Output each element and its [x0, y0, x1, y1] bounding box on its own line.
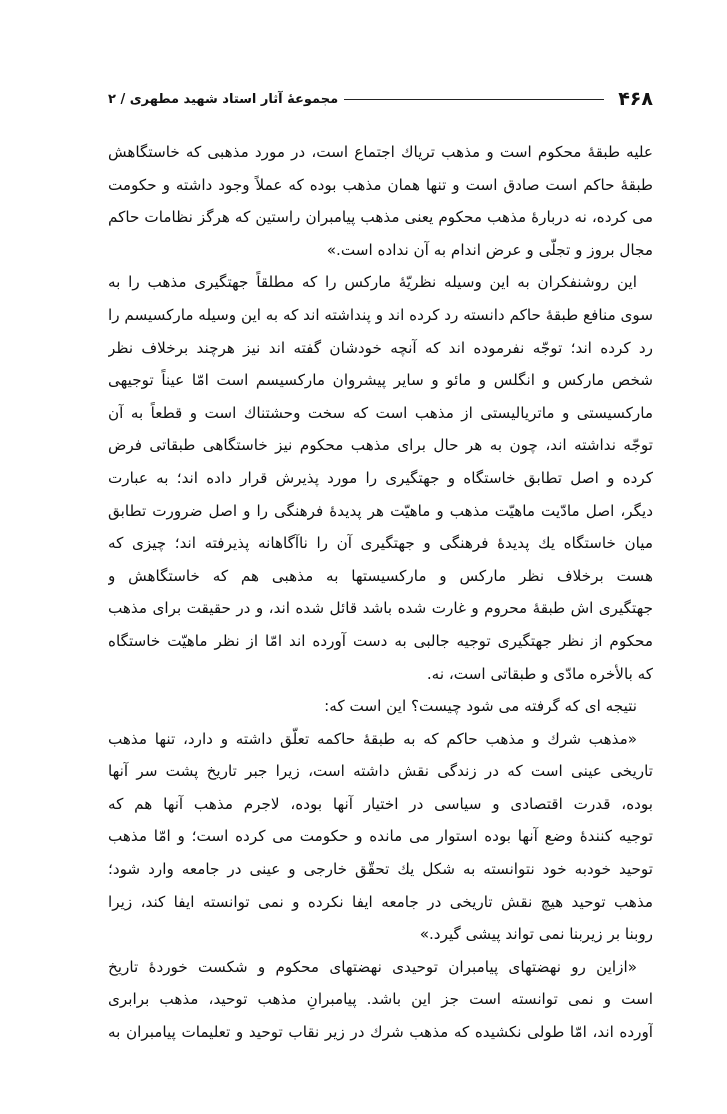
text-line: که بالأخره مادّی و طبقاتی است، نه.: [426, 664, 653, 683]
text-line: سوی منافع طبقهٔ حاکم دانسته رد کرده اند و پنداشته اند که به این وسیله مارکسیسم را: [108, 305, 653, 324]
text-line: طبقهٔ حاکم است صادق است و تنها همان مذهب بوده که عملاً وجود داشته و حکومت: [108, 175, 653, 194]
text-line: شخص مارکس و انگلس و مائو و سایر پیشروان مارکسیسم است امّا عیناً توجیهی: [108, 371, 653, 390]
text-line: توجّه نداشته اند، چون به هر حال برای مذهب محکوم نیز خاستگاهی طبقاتی فرض: [108, 436, 653, 455]
running-title: مجموعهٔ آثار استاد شهید مطهری / ۲: [108, 91, 339, 107]
text-line: توحید خودبه خود نتوانسته به شکل یك تحقّق خارجی و عینی در جامعه وارد شود؛: [108, 860, 653, 879]
page-number: ۴۶۸: [618, 88, 653, 110]
text-line: محکوم از نظر جهتگیری توجیه جالبی به دست آورده اند امّا از نظر ماهیّت خاستگاه: [108, 631, 653, 650]
text-line: است و نمی توانسته است جز این باشد. پیامبرانِ مذهب توحید، مذهب برابری: [108, 990, 653, 1009]
text-line: می کرده، نه دربارهٔ مذهب محکوم یعنی مذهب پیامبران راستین که هرگز نظامات حاکم: [108, 208, 653, 227]
text-line: تاریخی عینی است که در زندگی نقش داشته است، زیرا جبر تاریخ پشت سر آنها: [108, 762, 653, 781]
text-line: کرده و اصل تطابق خاستگاه و جهتگیری را مورد پذیرش قرار داده اند؛ به عبارت: [108, 468, 653, 487]
text-line: «ازاین رو نهضتهای پیامبران توحیدی نهضتهای محکوم و شکست خوردهٔ تاریخ: [108, 957, 637, 976]
text-line: میان خاستگاه یك پدیدهٔ فرهنگی و جهتگیری آن را ناآگاهانه پذیرفته اند؛ چیزی که: [108, 534, 653, 553]
text-line: «مذهب شرك و مذهب حاکم که به طبقهٔ حاکمه تعلّق داشته و دارد، تنها مذهب: [108, 729, 637, 748]
text-line: رد کرده اند؛ توجّه نفرموده اند که آنچه خودشان گفته اند نیز هرچند برخلاف نظر: [108, 338, 653, 357]
header-rule: [344, 99, 604, 100]
text-line: مذهب توحید هیچ نقش تاریخی در جامعه ایفا نکرده و نمی توانسته ایفا کند، زیرا: [108, 892, 653, 911]
text-line: دیگر، اصل مادّیت ماهیّت مذهب و ماهیّت هر پدیدهٔ فرهنگی را و اصل ضرورت تطابق: [108, 501, 653, 520]
text-line: مجال بروز و تجلّی و عرض اندام به آن نداده است.»: [326, 240, 653, 259]
page-header: [108, 84, 653, 114]
text-line: آورده اند، امّا طولی نکشیده که مذهب شرك در زیر نقاب توحید و تعلیمات پیامبران به: [108, 1023, 653, 1042]
text-line: توجیه کنندهٔ وضع آنها بوده استوار می مانده و حکومت می کرده است؛ و امّا مذهب: [108, 827, 653, 846]
body-text: [108, 136, 653, 1106]
text-line: علیه طبقهٔ محکوم است و مذهب تریاك اجتماع است، در مورد مذهبی که خاستگاهش: [108, 143, 653, 161]
text-line: مارکسیستی و ماتریالیستی از مذهب است که سخت وحشتناك است و قطعاً به آن: [108, 403, 653, 422]
text-line: جهتگیری اش طبقهٔ محروم و غارت شده باشد قائل شده اند، و در حقیقت برای مذهب: [108, 599, 653, 618]
text-line: این روشنفکران به این وسیله نظریّهٔ مارکس را که مطلقاً جهتگیری مذهب را به: [108, 273, 637, 292]
text-line: بوده، قدرت اقتصادی و سیاسی در اختیار آنها بوده، لاجرم مذهب آنها هم که: [108, 794, 653, 813]
text-line: روبنا بر زیربنا نمی تواند پیشی گیرد.»: [419, 925, 653, 944]
text-line: نتیجه ای که گرفته می شود چیست؟ این است که:: [324, 697, 637, 716]
text-line: هست برخلاف نظر مارکس و مارکسیستها به مذهبی هم که خاستگاهش و: [108, 566, 653, 585]
